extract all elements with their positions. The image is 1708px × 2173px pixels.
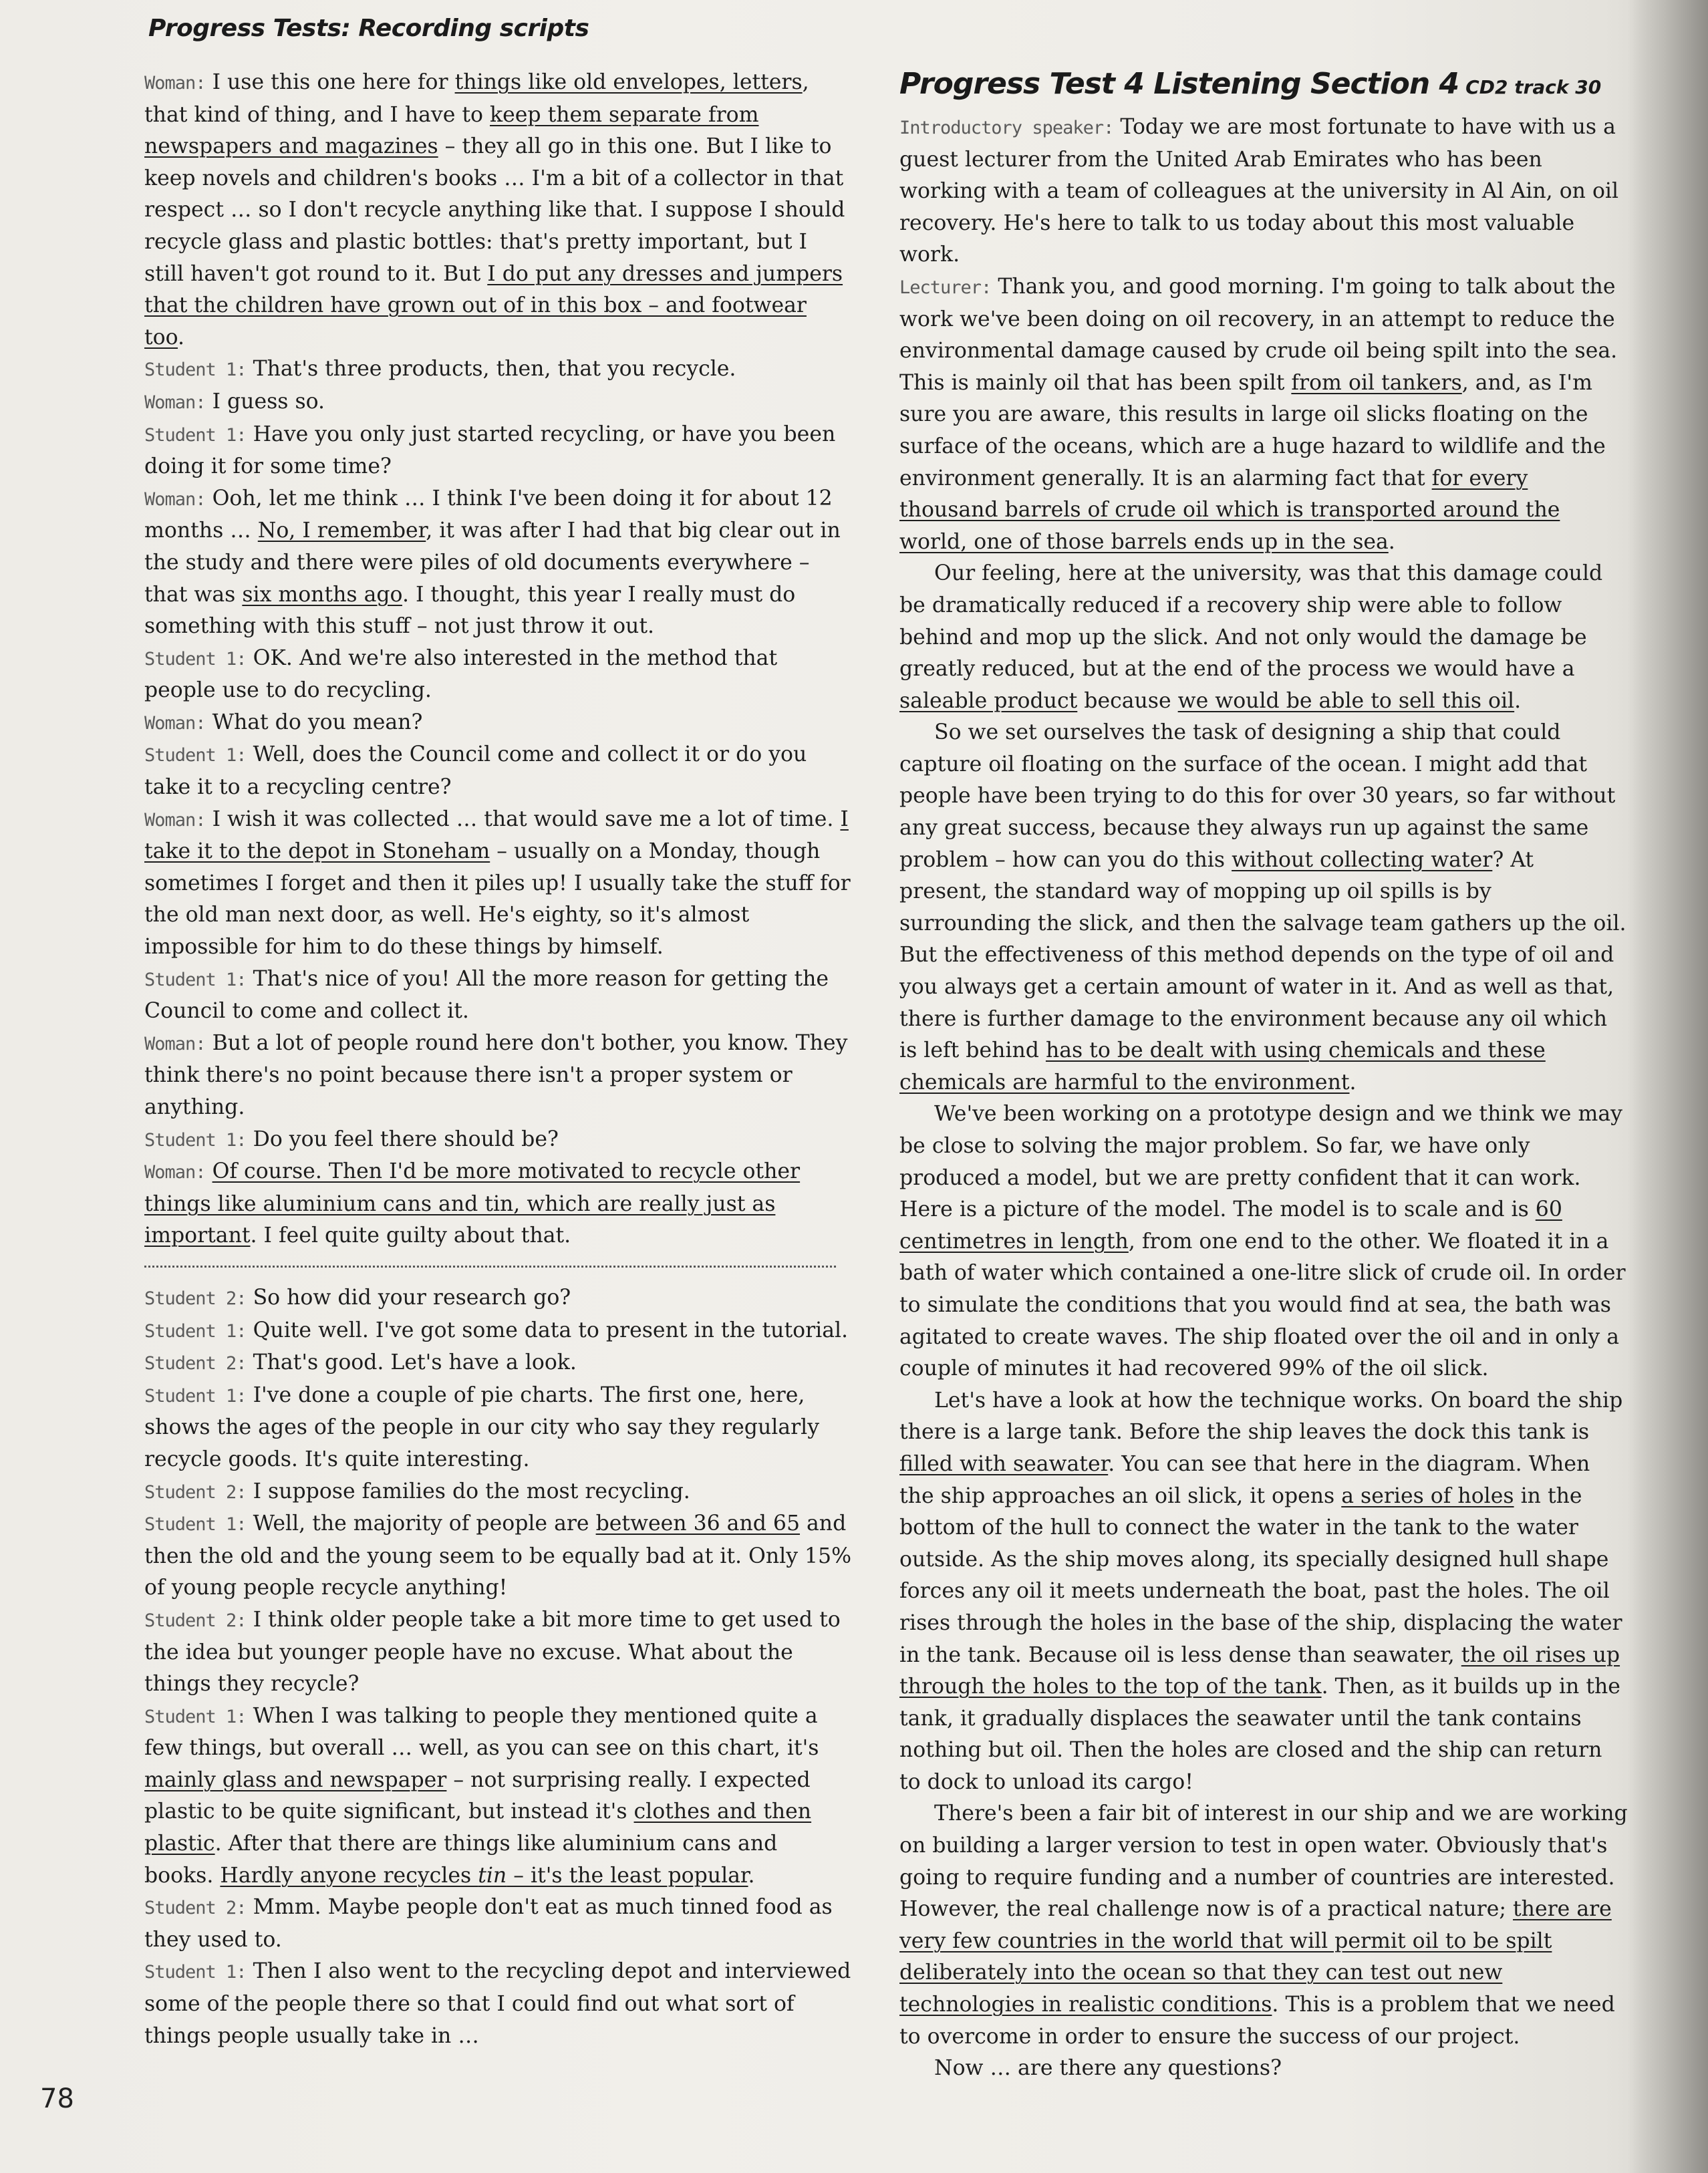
- underlined-answer: No, I remember: [257, 519, 426, 543]
- underlined-answer: from oil tankers: [1291, 370, 1462, 395]
- text-run: So we set ourselves the task of designing a ship that could capture oil floating on the surface of the ocean. I might add that people have been trying to do this for over 30 years, so far without any great success, because they always run up against the same problem – how can you do this: [899, 720, 1616, 872]
- underlined-answer: mainly glass and newspaper: [144, 1767, 447, 1792]
- speaker-label: Student 2:: [144, 1481, 247, 1503]
- text-run: Today we are most fortunate to have with us a guest lecturer from the United Arab Emirates who has been working with a team of colleagues at the university in Al Ain, on oil recovery. He's here to talk to us today about this most valuable work.: [899, 115, 1619, 267]
- text-run: .: [178, 325, 185, 349]
- dialogue-line: [144, 964, 853, 1028]
- speaker-label: Introductory speaker:: [899, 118, 1114, 138]
- text-run: Let's have a look at how the technique works. On board the ship there is a large tank. Before the ship leaves the dock this tank is: [899, 1388, 1623, 1445]
- text-run: Our feeling, here at the university, was that this damage could be dramatically reduced if a recovery ship were able to follow behind and mop up the slick. And not only would the damage be greatly reduced, but at the end of the process we would have a: [899, 561, 1603, 682]
- left-column: [144, 67, 853, 2052]
- speaker-label: Student 1:: [144, 359, 247, 381]
- underlined-answer: without collecting water: [1232, 847, 1493, 872]
- text-run: – not surprising really. I expected plastic to be quite significant, but instead it's: [144, 1767, 811, 1824]
- underlined-answer: – it's the least popular: [507, 1863, 748, 1888]
- text-run: Thank you, and good morning. I'm going to talk about the work we've been doing on oil recovery, in an attempt to reduce the environmental damage caused by crude oil being spilt into the sea. This is mainly oil that has been spilt: [899, 274, 1618, 395]
- dialogue-line: [144, 1124, 853, 1157]
- underlined-answer: six months ago: [242, 582, 402, 607]
- speaker-label: Woman:: [144, 1162, 206, 1183]
- underlined-answer: filled with seawater: [899, 1451, 1109, 1476]
- text-run: .: [1388, 529, 1395, 554]
- underlined-answer: Of course. Then I'd be more motivated to recycle other things like aluminium cans and tin, which are really just as important: [144, 1159, 801, 1248]
- text-run: . This is a problem that we need to overcome in order to ensure the success of our project.: [899, 1993, 1615, 2049]
- paragraph: [899, 1798, 1628, 2053]
- text-run: , from one end to the other. We floated it in a bath of water which contained a one-litre slick of crude oil. In order to simulate the conditions that you would find at sea, the bath was agitated to create waves. The ship floated over the oil and in only a couple of minutes it had recovered 99% of the oil slick.: [899, 1229, 1626, 1381]
- right-column: [899, 64, 1628, 2085]
- underlined-answer: has to be dealt with using chemicals and these chemicals are harmful to the environment: [899, 1038, 1546, 1095]
- speaker-label: Woman:: [144, 1033, 206, 1054]
- text-run: There's been a fair bit of interest in our ship and we are working on building a larger version to test in open water. Obviously that's going to require funding and a number of countries are interested. However, the real challenge now is of a practical nature;: [899, 1801, 1628, 1922]
- text-run: Now … are there any questions?: [934, 2056, 1282, 2081]
- text-run: Ooh, let me think … I think I've been doing it for about 12 months …: [144, 486, 833, 543]
- dialogue-line: [144, 1315, 853, 1348]
- text-run: Then I also went to the recycling depot and interviewed some of the people there so that I could find out what sort of things people usually take in …: [144, 1959, 851, 2048]
- speaker-label: Student 1:: [144, 1514, 247, 1536]
- dialogue-line: [144, 1380, 853, 1476]
- dialogue-line: [144, 483, 853, 643]
- dialogue-line: [144, 707, 853, 740]
- underlined-answer: I take it to the depot in Stoneham: [144, 807, 849, 864]
- dialogue-line: [899, 112, 1628, 271]
- speaker-label: Student 1:: [144, 1320, 247, 1342]
- dialogue-line: [899, 271, 1628, 558]
- underlined-answer: tin: [478, 1863, 507, 1888]
- text-run: because: [1077, 688, 1178, 713]
- text-run: . I feel quite guilty about that.: [250, 1223, 571, 1248]
- paragraph: [899, 717, 1628, 1099]
- dialogue-line: [144, 1282, 853, 1315]
- text-run: – usually on a Monday, though sometimes I forget and then it piles up! I usually take the stuff for the old man next door, as well. He's eighty, so it's almost impossible for him to do these things by himself.: [144, 839, 851, 960]
- dialogue-line: [144, 386, 853, 419]
- dialogue-line: [144, 1956, 853, 2052]
- book-spine-shadow: [1628, 0, 1708, 2173]
- text-run: That's good. Let's have a look.: [253, 1350, 577, 1375]
- underlined-answer: we would be able to sell this oil: [1177, 688, 1515, 713]
- dialogue-line: [144, 67, 853, 353]
- dialogue-line: [144, 1156, 853, 1252]
- section-title-text: Progress Test 4 Listening Section 4: [899, 67, 1459, 101]
- dialogue-line: [144, 1508, 853, 1604]
- underlined-answer: the oil rises up through the holes to the top of the tank: [899, 1642, 1620, 1699]
- speaker-label: Student 1:: [144, 424, 247, 446]
- text-run: , and, as I'm sure you are aware, this results in large oil slicks floating on the surface of the oceans, which are a huge hazard to wildlife and the environment generally. It is an alarming fact that: [899, 370, 1606, 490]
- text-run: That's nice of you! All the more reason for getting the Council to come and collect it.: [144, 966, 829, 1024]
- text-run: I suppose families do the most recycling.: [253, 1479, 690, 1503]
- running-head: Progress Tests: Recording scripts: [148, 15, 589, 42]
- paragraph: [899, 2053, 1628, 2085]
- text-run: .: [1349, 1070, 1357, 1095]
- speaker-label: Woman:: [144, 809, 206, 831]
- text-run: So how did your research go?: [253, 1285, 571, 1310]
- dialogue-line: [144, 419, 853, 483]
- text-run: OK. And we're also interested in the method that people use to do recycling.: [144, 645, 778, 703]
- text-run: We've been working on a prototype design and we think we may be close to solving the major problem. So far, we have only produced a model, but we are pretty confident that it can work. Here is a picture of the model. The model is to scale and is: [899, 1102, 1622, 1222]
- underlined-answer: keep them separate from newspapers and magazines: [144, 102, 759, 159]
- paragraph: [899, 1099, 1628, 1385]
- text-run: Well, does the Council come and collect it or do you take it to a recycling centre?: [144, 742, 807, 800]
- speaker-label: Student 2:: [144, 1898, 247, 1919]
- speaker-label: Student 1:: [144, 745, 247, 766]
- underlined-answer: things like old envelopes, letters: [454, 70, 803, 94]
- underlined-answer: between 36 and 65: [595, 1511, 801, 1536]
- speaker-label: Student 1:: [144, 1385, 247, 1407]
- speaker-label: Woman:: [144, 73, 206, 94]
- text-run: I've done a couple of pie charts. The first one, here, shows the ages of the people in our city who say they regularly recycle goods. It's quite interesting.: [144, 1383, 820, 1471]
- text-run: That's three products, then, that you recycle.: [253, 357, 736, 382]
- speaker-label: Student 1:: [144, 1962, 247, 1983]
- text-run: Do you feel there should be?: [253, 1127, 559, 1151]
- page-number: 78: [40, 2083, 74, 2114]
- speaker-label: Student 2:: [144, 1288, 247, 1309]
- text-run: When I was talking to people they mentioned quite a few things, but overall … well, as you can see on this chart, it's: [144, 1703, 819, 1761]
- text-run: I think older people take a bit more time to get used to the idea but younger people have no excuse. What about the things they recycle?: [144, 1607, 841, 1697]
- text-run: I use this one here for: [212, 70, 455, 94]
- text-run: .: [748, 1863, 755, 1888]
- section-divider: [144, 1259, 836, 1268]
- dialogue-line: [144, 804, 853, 964]
- text-run: What do you mean?: [212, 710, 423, 734]
- speaker-label: Student 1:: [144, 969, 247, 990]
- text-run: Have you only just started recycling, or have you been doing it for some time?: [144, 422, 836, 479]
- underlined-answer: 60 centimetres in length: [899, 1197, 1562, 1254]
- speaker-label: Lecturer:: [899, 277, 992, 298]
- text-run: . You can see that here in the diagram. When the ship approaches an oil slick, it opens: [899, 1451, 1590, 1508]
- track-label: CD2 track 30: [1465, 76, 1602, 98]
- paragraph: [899, 1385, 1628, 1799]
- dialogue-line: [144, 1476, 853, 1509]
- dialogue-line: [144, 353, 853, 386]
- text-run: , that kind of thing, and I have to: [144, 70, 809, 127]
- text-run: I guess so.: [212, 389, 325, 414]
- text-run: . Then, as it builds up in the tank, it gradually displaces the seawater until the tank contains nothing but oil. Then the holes are closed and the ship can return to dock to unload its cargo!: [899, 1675, 1620, 1794]
- text-run: ? At present, the standard way of mopping up oil spills is by surrounding the slick, and then the salvage team gathers up the oil. But the effectiveness of this method depends on the type of oil and you always get a certain amount of water in it. And as well as that, there is further damage to the environment because any oil which is left behind: [899, 847, 1626, 1063]
- dialogue-line: [144, 1347, 853, 1380]
- speaker-label: Student 1:: [144, 1706, 247, 1727]
- text-run: Mmm. Maybe people don't eat as much tinned food as they used to.: [144, 1895, 833, 1952]
- lecture-transcript: [899, 112, 1628, 2085]
- text-run: But a lot of people round here don't bother, you know. They think there's no point because there isn't a proper system or anything.: [144, 1030, 848, 1119]
- text-run: and then the old and the young seem to be equally bad at it. Only 15% of young people recycle anything!: [144, 1511, 852, 1600]
- section-title: [899, 64, 1628, 108]
- text-run: Quite well. I've got some data to present in the tutorial.: [253, 1318, 849, 1342]
- underlined-answer: there are very few countries in the world that will permit oil to be spilt deliberately into the ocean so that they can test out new technologies in realistic conditions: [899, 1897, 1612, 2017]
- dialogue-line: [144, 1604, 853, 1701]
- underlined-answer: saleable product: [899, 688, 1078, 713]
- underlined-answer: I do put any dresses and jumpers that the children have grown out of in this box – and footwear too: [144, 261, 843, 349]
- dialogue-line: [144, 1701, 853, 1892]
- speaker-label: Student 1:: [144, 1129, 247, 1151]
- dialogue-line: [144, 1892, 853, 1956]
- text-run: – they all go in this one. But I like to keep novels and children's books … I'm a bit of a collector in that respect … so I don't recycle anything like that. I suppose I should recycle glass and plastic bottles: that's pretty important, but I still haven't got round to it. But: [144, 134, 845, 286]
- dialogue-line: [144, 643, 853, 707]
- text-run: I wish it was collected … that would save me a lot of time.: [212, 807, 841, 831]
- underlined-answer: clothes and then plastic: [144, 1799, 812, 1856]
- speaker-label: Student 2:: [144, 1610, 247, 1631]
- speaker-label: Student 1:: [144, 648, 247, 670]
- underlined-answer: for every thousand barrels of crude oil which is transported around the world, one of those barrels ends up in the sea: [899, 466, 1560, 554]
- speaker-label: Woman:: [144, 392, 206, 413]
- underlined-answer: Hardly anyone recycles: [220, 1863, 478, 1888]
- paragraph: [899, 558, 1628, 717]
- text-run: . I thought, this year I really must do something with this stuff – not just throw it out.: [144, 582, 796, 639]
- speaker-label: Student 2:: [144, 1353, 247, 1374]
- script-part-2: [144, 1282, 853, 2052]
- text-run: Well, the majority of people are: [253, 1511, 596, 1536]
- text-run: .: [1514, 688, 1522, 713]
- speaker-label: Woman:: [144, 488, 206, 510]
- underlined-answer: a series of holes: [1341, 1483, 1514, 1508]
- speaker-label: Woman:: [144, 712, 206, 734]
- dialogue-line: [144, 1028, 853, 1124]
- text-run: . After that there are things like aluminium cans and books.: [144, 1832, 778, 1888]
- script-part-1: [144, 67, 853, 1252]
- text-run: in the bottom of the hull to connect the water in the tank to the water outside. As the ship moves along, its specially designed hull shape forces any oil it meets underneath the boat, past the holes. The oil rises through the holes in the base of the ship, displacing the water in the tank. Because oil is less dense than seawater,: [899, 1483, 1622, 1667]
- text-run: , it was after I had that big clear out in the study and there were piles of old documents everywhere – that was: [144, 519, 841, 607]
- dialogue-line: [144, 739, 853, 803]
